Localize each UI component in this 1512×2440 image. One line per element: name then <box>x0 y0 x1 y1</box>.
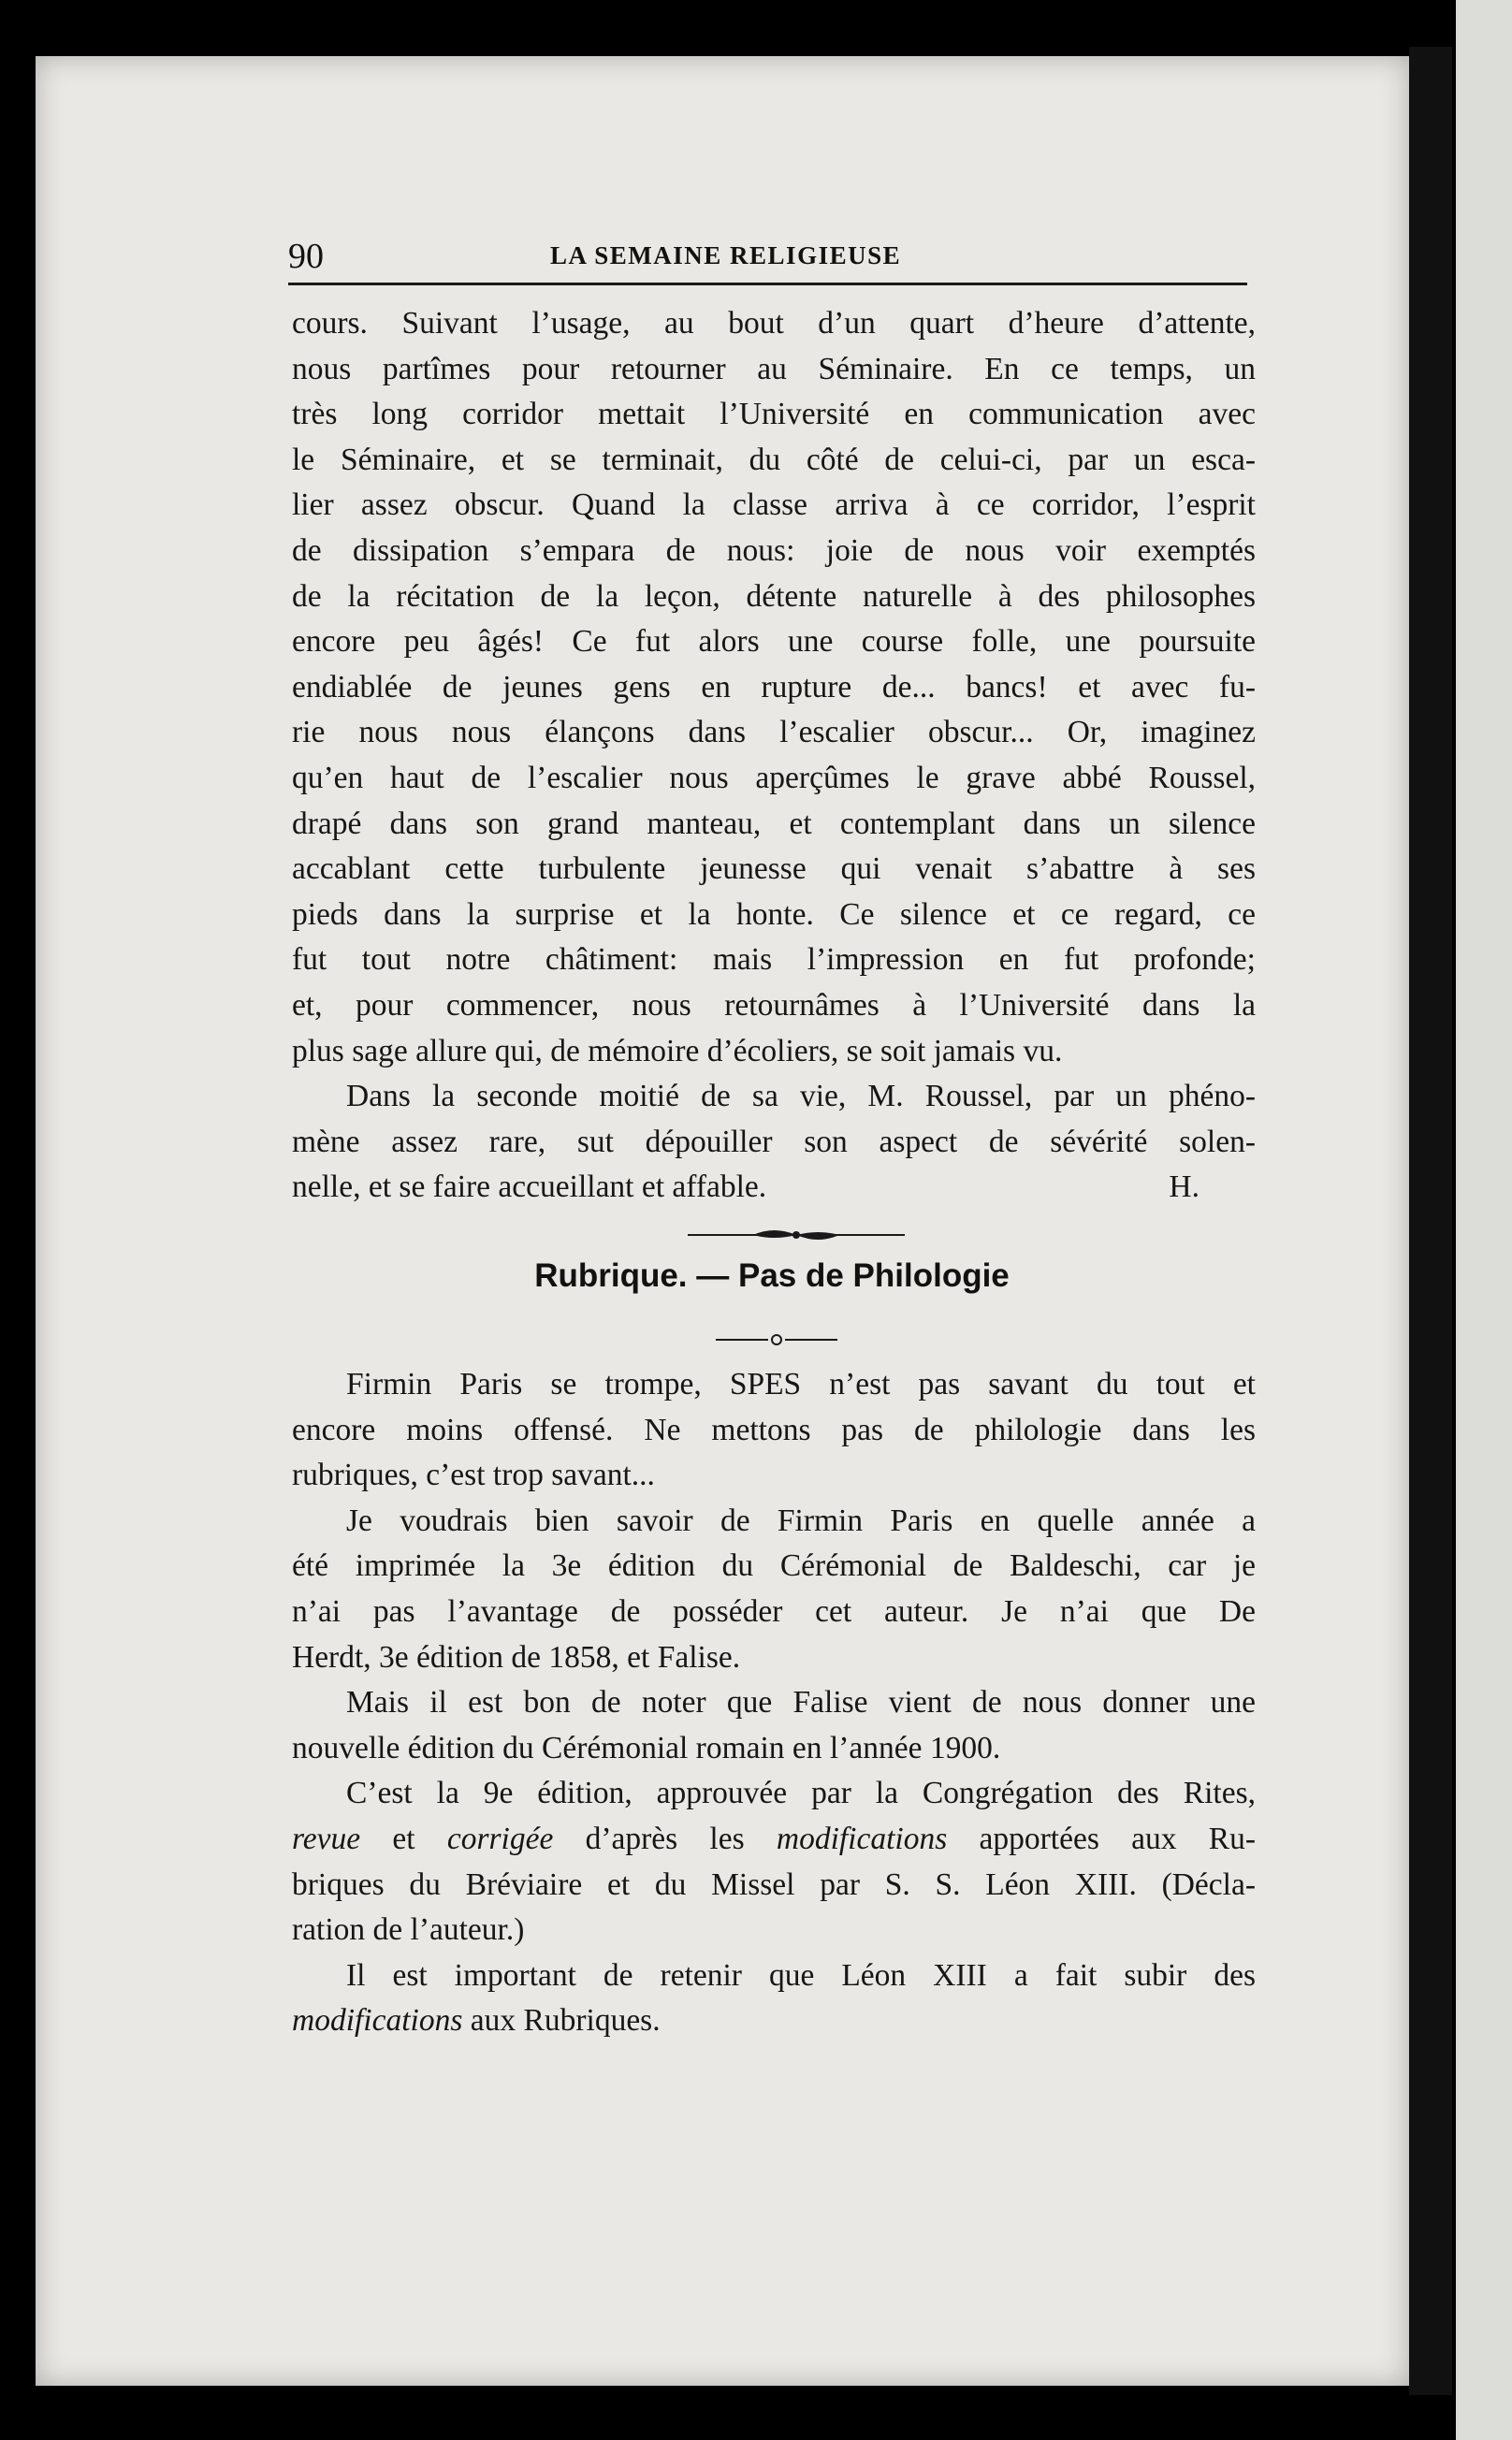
text-fragment: d’après les <box>553 1821 777 1856</box>
next-page-edge <box>1456 0 1512 2440</box>
text-line: ration de l’auteur.) <box>292 1912 525 1948</box>
text-fragment: aux Rubriques. <box>462 2003 661 2039</box>
author-signature: H. <box>1169 1169 1199 1205</box>
text-line: le Séminaire, et se terminait, du côté de celui-ci, par un esca- <box>292 442 1256 477</box>
article-body-part1 <box>292 301 1256 1211</box>
text-line: lier assez obscur. Quand la classe arriva à ce corridor, l’esprit <box>292 487 1256 523</box>
italic-word: modifications <box>776 1821 948 1856</box>
italic-word: revue <box>292 1821 361 1856</box>
page-header <box>288 236 1247 285</box>
text-line: fut tout notre châtiment: mais l’impression en fut profonde; <box>292 942 1256 978</box>
text-fragment: apportées aux Ru- <box>947 1821 1256 1856</box>
paragraph-1 <box>292 301 1256 1074</box>
text-line: Firmin Paris se trompe, SPES n’est pas savant du tout et <box>346 1367 1256 1402</box>
text-line: accablant cette turbulente jeunesse qui venait s’abattre à ses <box>292 851 1256 887</box>
text-line <box>292 1998 1256 2044</box>
text-line: mène assez rare, sut dépouiller son aspect de sévérité solen- <box>292 1124 1256 1159</box>
text-line: Il est important de retenir que Léon XIII a fait subir des <box>346 1957 1256 1993</box>
text-line: Mais il est bon de noter que Falise vient de nous donner une <box>346 1685 1256 1721</box>
paragraph-5 <box>292 1680 1256 1771</box>
text-line: C’est la 9e édition, approuvée par la Congrégation des Rites, <box>346 1776 1256 1811</box>
paragraph-6 <box>292 1771 1256 1953</box>
paragraph-4 <box>292 1499 1256 1680</box>
text-line: endiablée de jeunes gens en rupture de... bancs! et avec fu- <box>292 669 1256 704</box>
text-fragment: et <box>360 1821 447 1856</box>
text-line: encore moins offensé. Ne mettons pas de philologie dans les <box>292 1412 1256 1447</box>
italic-word: modifications <box>292 2003 463 2039</box>
text-line: été imprimée la 3e édition du Cérémonial de Baldeschi, car je <box>292 1548 1256 1584</box>
text-line: rubriques, c’est trop savant... <box>292 1458 655 1493</box>
running-title: LA SEMAINE RELIGIEUSE <box>550 241 902 269</box>
text-line: de dissipation s’empara de nous: joie de nous voir exemptés <box>292 532 1256 568</box>
text-line: cours. Suivant l’usage, au bout d’un quart d’heure d’attente, <box>292 306 1256 341</box>
paragraph-2 <box>292 1074 1256 1211</box>
book-gutter <box>1409 47 1452 2395</box>
section-title: Rubrique. — Pas de Philologie <box>534 1257 1010 1294</box>
ornament-divider <box>688 1224 905 1246</box>
text-line: n’ai pas l’avantage de posséder cet auteur. Je n’ai que De <box>292 1593 1256 1629</box>
closing-line <box>292 1165 1256 1211</box>
text-line: nouvelle édition du Cérémonial romain en l’année 1900. <box>292 1730 1001 1765</box>
paragraph-7 <box>292 1953 1256 2044</box>
text-line: encore peu âgés! Ce fut alors une course folle, une poursuite <box>292 624 1256 660</box>
text-line: qu’en haut de l’escalier nous aperçûmes le grave abbé Roussel, <box>292 760 1256 795</box>
text-line: briques du Bréviaire et du Missel par S. S. Léon XIII. (Décla- <box>292 1866 1256 1902</box>
page-number: 90 <box>288 237 324 276</box>
paragraph-3 <box>292 1362 1256 1499</box>
small-separator <box>716 1329 837 1347</box>
text-line: et, pour commencer, nous retournâmes à l’Université dans la <box>292 987 1256 1023</box>
text-line <box>292 1817 1256 1863</box>
text-line: nelle, et se faire accueillant et affable. <box>292 1169 767 1205</box>
text-line: très long corridor mettait l’Université en communication avec <box>292 397 1256 432</box>
text-line: drapé dans son grand manteau, et contemplant dans un silence <box>292 806 1256 841</box>
text-line: Je voudrais bien savoir de Firmin Paris en quelle année a <box>346 1503 1256 1538</box>
italic-word: corrigée <box>446 1821 554 1856</box>
text-line: plus sage allure qui, de mémoire d’écoliers, se soit jamais vu. <box>292 1033 1063 1068</box>
text-line: nous partîmes pour retourner au Séminaire. En ce temps, un <box>292 351 1256 386</box>
text-line: de la récitation de la leçon, détente naturelle à des philosophes <box>292 578 1256 614</box>
text-line: rie nous nous élançons dans l’escalier obscur... Or, imaginez <box>292 715 1256 750</box>
article-body-part2 <box>292 1362 1256 2044</box>
text-line: Dans la seconde moitié de sa vie, M. Roussel, par un phéno- <box>346 1079 1256 1114</box>
text-line: Herdt, 3e édition de 1858, et Falise. <box>292 1639 741 1675</box>
text-line: pieds dans la surprise et la honte. Ce silence et ce regard, ce <box>292 896 1256 932</box>
